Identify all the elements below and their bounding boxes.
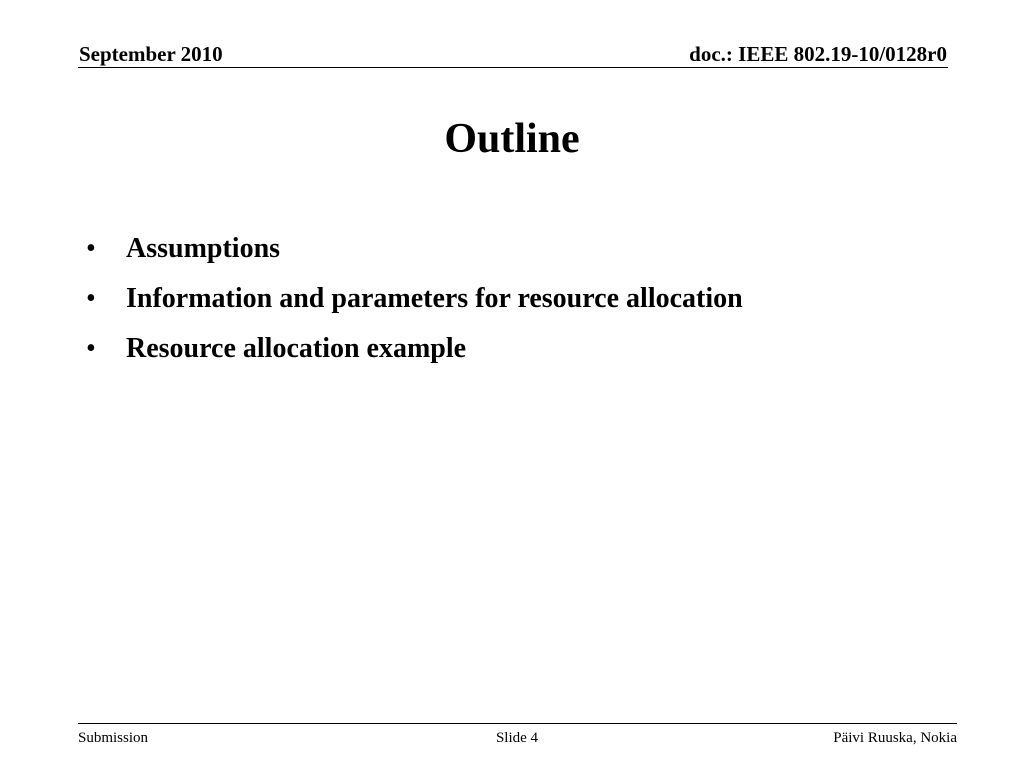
bullet-icon: • <box>86 233 96 264</box>
bullet-list <box>86 226 743 376</box>
slide-title: Outline <box>444 116 580 162</box>
bullet-text: Resource allocation example <box>126 333 467 364</box>
footer-submission: Submission <box>78 730 149 746</box>
bullet-icon: • <box>86 283 96 314</box>
footer-divider <box>78 723 957 724</box>
header-date: September 2010 <box>79 42 223 66</box>
header-doc-id: doc.: IEEE 802.19-10/0128r0 <box>689 42 947 66</box>
bullet-item <box>86 326 743 376</box>
bullet-text: Assumptions <box>126 233 281 264</box>
bullet-text: Information and parameters for resource allocation <box>126 283 743 314</box>
bullet-icon: • <box>86 333 96 364</box>
header-divider <box>78 67 948 68</box>
bullet-item <box>86 276 743 326</box>
footer-author: Päivi Ruuska, Nokia <box>833 730 957 746</box>
bullet-item <box>86 226 743 276</box>
footer-slide-number: Slide 4 <box>495 730 539 746</box>
